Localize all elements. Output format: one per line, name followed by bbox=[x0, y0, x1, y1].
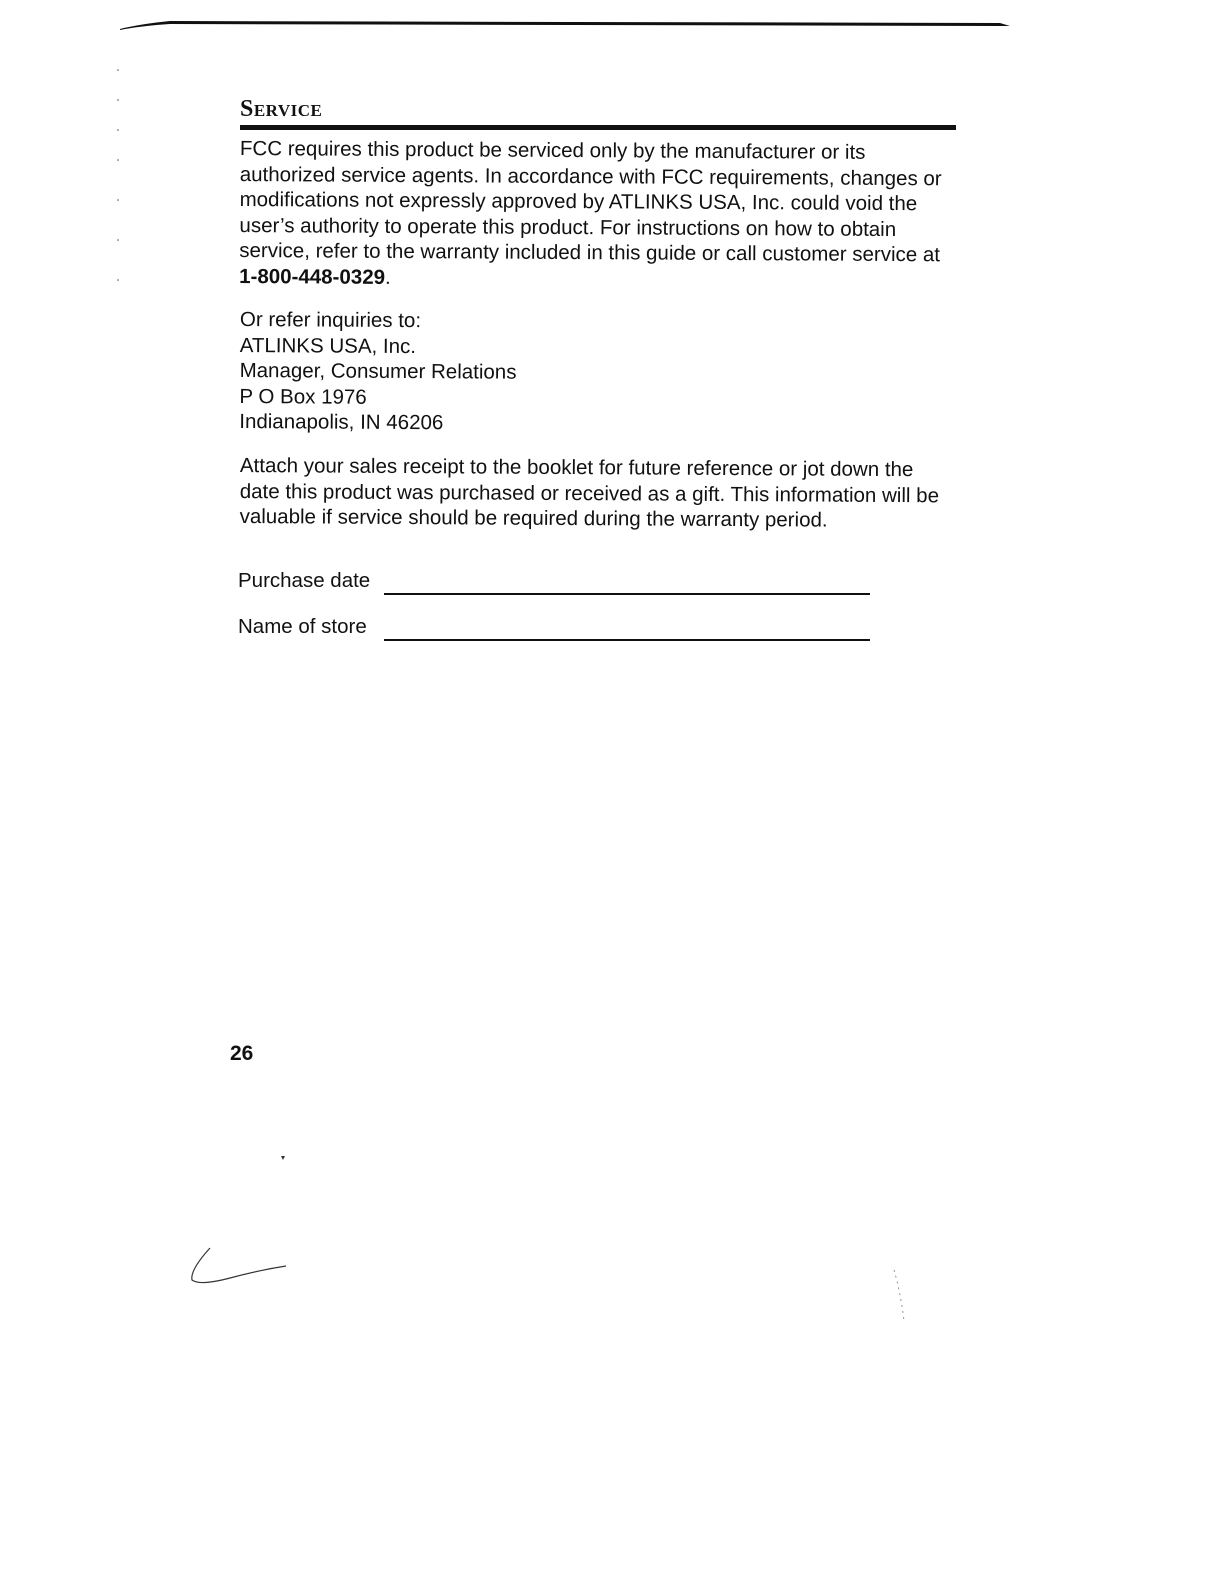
receipt-paragraph: Attach your sales receipt to the booklet for future reference or jot down the date this product was purchased or received as a gift. This information will be valuable if service should be required during the warranty period. bbox=[239, 453, 940, 532]
address-company: ATLINKS USA, Inc. bbox=[239, 333, 417, 358]
store-name-label: Name of store bbox=[238, 615, 367, 638]
store-name-row bbox=[238, 593, 956, 639]
fcc-text-end: . bbox=[384, 265, 391, 289]
address-department: Manager, Consumer Relations bbox=[239, 358, 517, 384]
section-heading: Service bbox=[240, 96, 323, 122]
address-city: Indianapolis, IN 46206 bbox=[239, 409, 444, 435]
scan-speck bbox=[280, 1155, 286, 1161]
scan-left-dots bbox=[116, 60, 120, 300]
purchase-date-label: Purchase date bbox=[238, 569, 371, 592]
scan-edge-marks bbox=[890, 1260, 910, 1330]
purchase-date-row bbox=[238, 547, 956, 593]
address-block bbox=[239, 307, 956, 439]
address-po-box: P O Box 1976 bbox=[239, 384, 367, 409]
scan-top-edge bbox=[120, 20, 1010, 30]
fcc-paragraph bbox=[239, 136, 956, 293]
store-name-field[interactable] bbox=[384, 611, 870, 641]
scan-pen-mark bbox=[180, 1240, 290, 1290]
fcc-text: FCC requires this product be serviced only by the manufacturer or its authorized service agents. In accordance with FCC requirements, changes or modifications not expressly approved by ATLINKS USA, Inc. could void the user’s authority to operate this product. For instructions on how to obtain service, refer to the warranty included in this guide or call customer service at bbox=[239, 136, 942, 267]
heading-rule bbox=[240, 125, 956, 130]
address-intro: Or refer inquiries to: bbox=[239, 308, 422, 333]
customer-service-phone: 1-800-448-0329 bbox=[239, 264, 386, 289]
purchase-date-field[interactable] bbox=[384, 565, 870, 595]
page-number: 26 bbox=[230, 1042, 254, 1065]
service-section bbox=[240, 96, 956, 639]
